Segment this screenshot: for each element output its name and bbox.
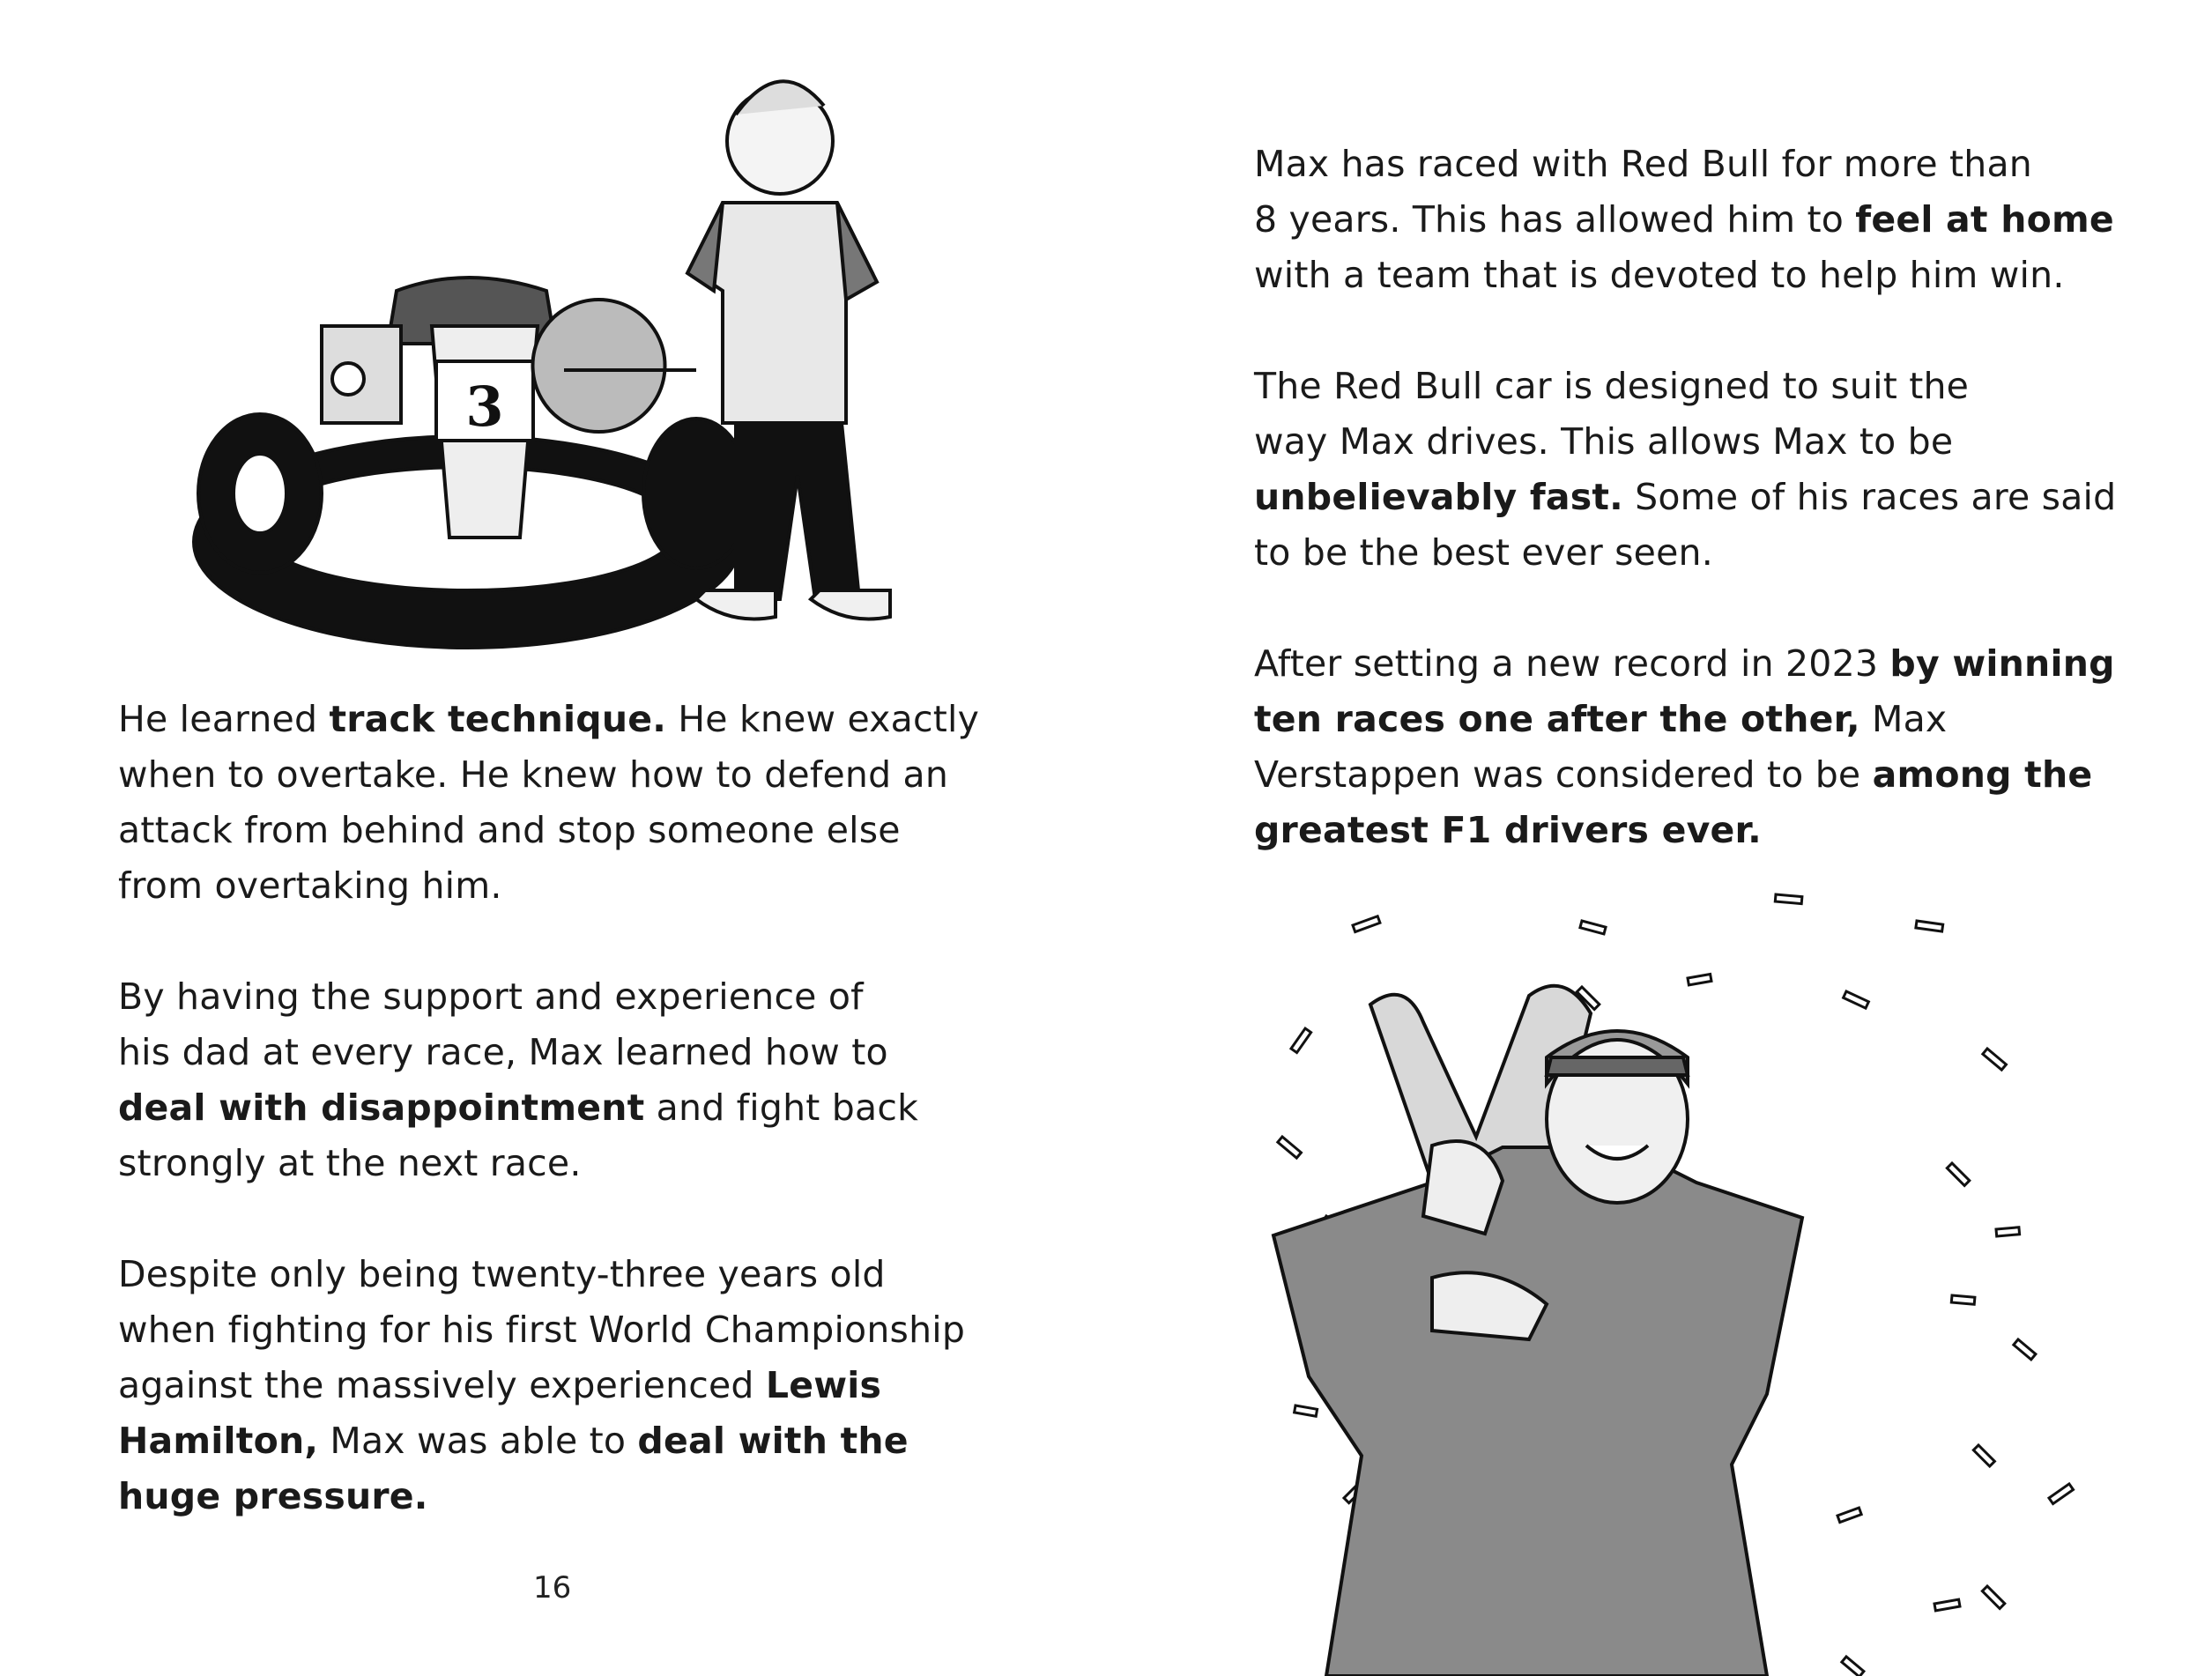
text-run: when to overtake. He knew how to defend an [118, 753, 949, 796]
trophy-celebration-illustration [1106, 881, 2212, 1676]
text-line [118, 803, 1052, 858]
text-run: Max [1859, 698, 1948, 740]
kart-number: 3 [465, 375, 504, 439]
paragraph [1254, 137, 2171, 303]
text-run: attack from behind and stop someone else [118, 809, 901, 851]
text-line [1254, 192, 2171, 248]
paragraph [118, 969, 1052, 1191]
page-number: 16 [533, 1570, 572, 1606]
text-line [1254, 747, 2171, 803]
bold-phrase: by winning [1889, 642, 2115, 685]
right-page [1106, 0, 2212, 1676]
text-run: against the massively experienced [118, 1364, 766, 1406]
text-line [1254, 359, 2171, 414]
text-line [118, 1302, 1052, 1358]
paragraph [1254, 636, 2171, 858]
bold-phrase: track technique. [329, 698, 667, 740]
paragraph [118, 692, 1052, 914]
text-run: Verstappen was considered to be [1254, 753, 1873, 796]
bold-phrase: among the [1872, 753, 2093, 796]
bold-phrase: huge pressure. [118, 1475, 428, 1517]
text-line [118, 1358, 1052, 1413]
bold-phrase: Hamilton, [118, 1420, 319, 1462]
text-run: when fighting for his first World Championship [118, 1309, 966, 1351]
text-line [118, 1247, 1052, 1302]
go-kart [194, 278, 749, 648]
text-run: Max has raced with Red Bull for more than [1254, 143, 2032, 185]
text-line [118, 747, 1052, 803]
text-run: Max was able to [318, 1420, 638, 1462]
text-line [118, 1413, 1052, 1469]
left-page-body [118, 692, 1052, 1580]
text-run: After setting a new record in 2023 [1254, 642, 1890, 685]
text-run: Despite only being twenty-three years old [118, 1253, 886, 1295]
text-run: with a team that is devoted to help him win. [1254, 254, 2065, 296]
text-line [1254, 803, 2171, 858]
text-run: his dad at every race, Max learned how to [118, 1031, 888, 1073]
text-run: from overtaking him. [118, 864, 502, 907]
text-line [1254, 248, 2171, 303]
text-line [118, 1136, 1052, 1191]
kid-with-kart-illustration [0, 0, 1106, 670]
text-line [1254, 636, 2171, 692]
bold-phrase: Lewis [765, 1364, 882, 1406]
text-line [118, 858, 1052, 914]
text-line [118, 969, 1052, 1025]
paragraph [1254, 359, 2171, 581]
text-run: He knew exactly [666, 698, 980, 740]
bold-phrase: deal with the [637, 1420, 909, 1462]
text-line [1254, 414, 2171, 470]
text-run: Some of his races are said [1622, 476, 2117, 518]
text-line [1254, 137, 2171, 192]
bold-phrase: ten races one after the other, [1254, 698, 1860, 740]
right-page-body [1254, 137, 2171, 914]
text-run: way Max drives. This allows Max to be [1254, 420, 1954, 463]
text-line [118, 1025, 1052, 1080]
text-run: to be the best ever seen. [1254, 531, 1713, 574]
text-run: He learned [118, 698, 330, 740]
text-line [118, 1080, 1052, 1136]
text-line [118, 1469, 1052, 1524]
bold-phrase: greatest F1 drivers ever. [1254, 809, 1762, 851]
paragraph [118, 1247, 1052, 1524]
text-line [1254, 470, 2171, 525]
text-run: By having the support and experience of [118, 975, 864, 1018]
bold-phrase: feel at home [1855, 198, 2114, 241]
text-line [118, 692, 1052, 747]
text-run: and fight back [644, 1086, 919, 1129]
text-line [1254, 692, 2171, 747]
bold-phrase: deal with disappointment [118, 1086, 645, 1129]
bold-phrase: unbelievably fast. [1254, 476, 1623, 518]
text-run: strongly at the next race. [118, 1142, 582, 1184]
text-line [1254, 525, 2171, 581]
text-run: The Red Bull car is designed to suit the [1254, 365, 1970, 407]
text-run: 8 years. This has allowed him to [1254, 198, 1856, 241]
